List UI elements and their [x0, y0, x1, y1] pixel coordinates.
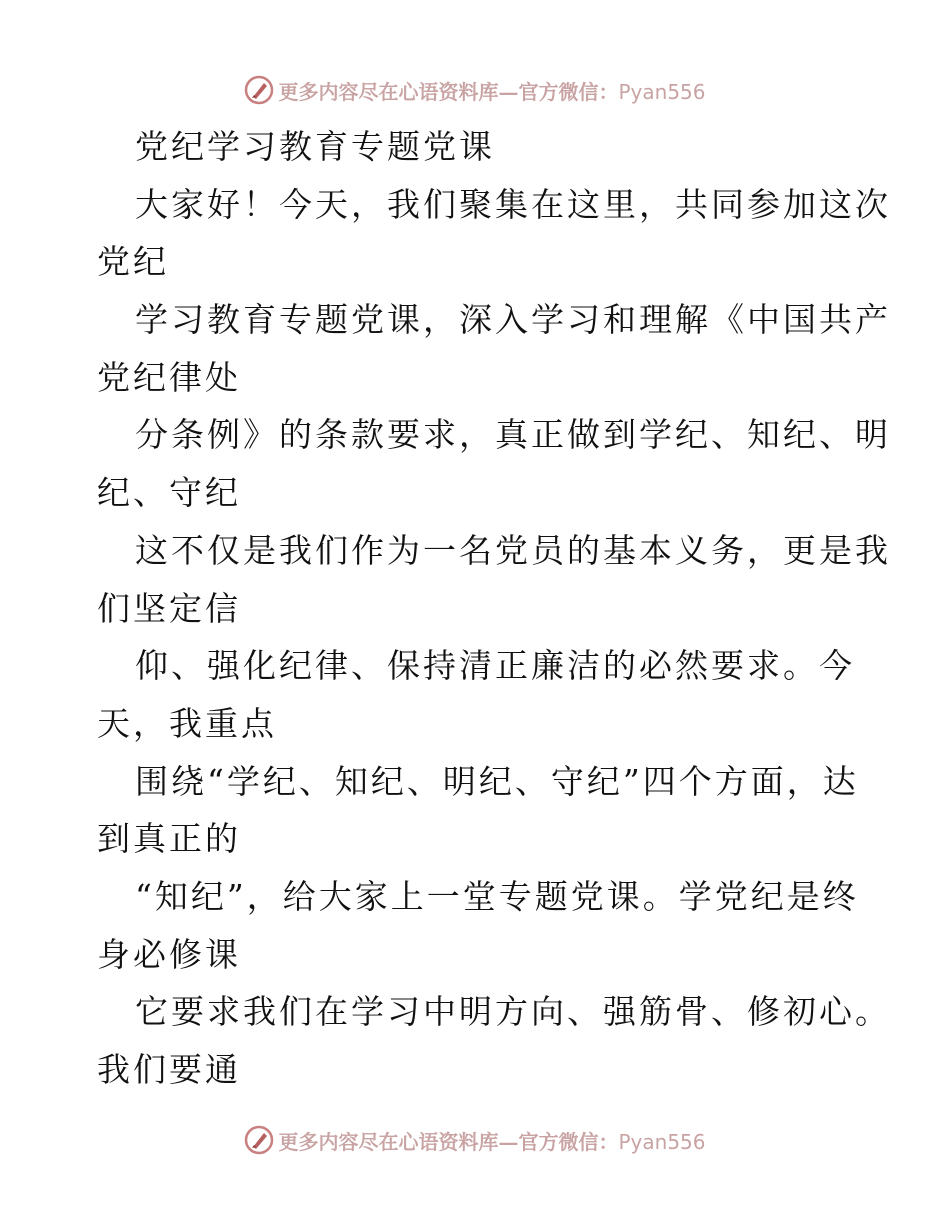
banner-wechat-id: Pyan556: [618, 1129, 706, 1154]
text-line: 天，我重点: [97, 703, 277, 743]
text-line: “知纪”，给大家上一堂专题党课。学党纪是终: [135, 876, 859, 916]
text-line: 党纪: [97, 242, 169, 282]
document-body: [97, 118, 891, 1099]
banner-wechat-id: Pyan556: [618, 79, 706, 104]
banner-text: 更多内容尽在心语资料库—官方微信：Pyan556: [278, 1129, 706, 1154]
header-banner: [0, 70, 950, 110]
text-line: 分条例》的条款要求，真正做到学纪、知纪、明: [135, 415, 891, 455]
text-line: 我们要通: [97, 1050, 241, 1089]
pen-logo-icon: [244, 1125, 274, 1155]
text-line: 大家好！今天，我们聚集在这里，共同参加这次: [135, 184, 891, 224]
text-line: 身必修课: [97, 934, 241, 974]
banner-text: 更多内容尽在心语资料库—官方微信：Pyan556: [278, 79, 706, 104]
text-line: 到真正的: [97, 819, 241, 859]
document-title: 党纪学习教育专题党课: [135, 127, 495, 166]
pen-logo-icon: [244, 75, 274, 105]
text-line: 学习教育专题党课，深入学习和理解《中国共产: [135, 300, 891, 340]
text-line: 这不仅是我们作为一名党员的基本义务，更是我: [135, 530, 891, 570]
text-line: 们坚定信: [97, 588, 241, 628]
text-line: 围绕“学纪、知纪、明纪、守纪”四个方面，达: [135, 761, 859, 801]
text-line: 纪、守纪: [97, 473, 241, 513]
text-line: 仰、强化纪律、保持清正廉洁的必然要求。今: [135, 646, 855, 686]
text-line: 党纪律处: [97, 357, 241, 397]
footer-banner: [0, 1120, 950, 1160]
text-line: 它要求我们在学习中明方向、强筋骨、修初心。: [135, 992, 891, 1032]
